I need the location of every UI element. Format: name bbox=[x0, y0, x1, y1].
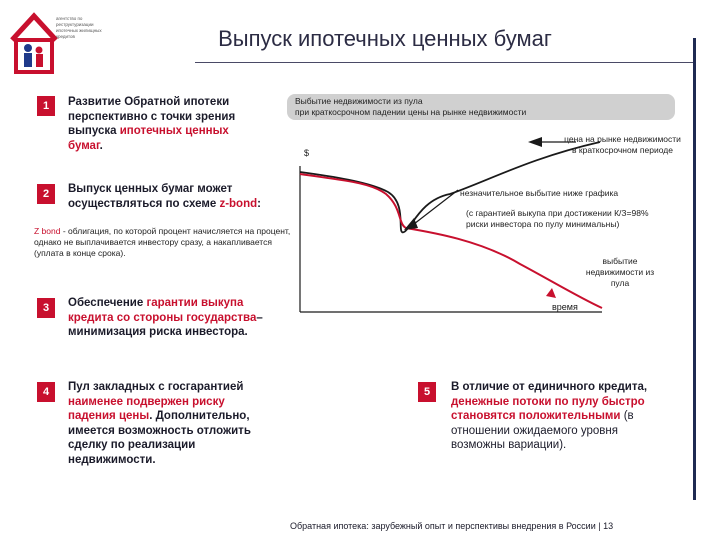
item-line bbox=[68, 424, 288, 439]
item-text-part: – bbox=[256, 311, 263, 324]
page-title: Выпуск ипотечных ценных бумаг bbox=[218, 26, 552, 51]
outflow-arrow-icon bbox=[546, 288, 556, 298]
item-text-part: . bbox=[99, 139, 103, 152]
item-2-text bbox=[68, 182, 298, 211]
item-text-part: выпуска bbox=[68, 125, 120, 137]
item-line bbox=[68, 395, 288, 410]
item-text-part: сделку по реализации bbox=[68, 439, 196, 451]
chart-banner bbox=[287, 94, 675, 120]
highlight-text: падения цены bbox=[68, 410, 150, 422]
price-label-line-1: цена на рынке недвижимости bbox=[564, 134, 681, 144]
item-line bbox=[68, 182, 298, 197]
item-line bbox=[68, 110, 288, 125]
highlight-text: ипотечных ценных bbox=[119, 125, 229, 137]
zbond-term: Z bond bbox=[34, 226, 61, 236]
item-3-number: 3 bbox=[37, 298, 55, 318]
item-line bbox=[68, 124, 288, 139]
zbond-text: - облигация, по которой процент начисляется на процент, однако не выплачивается инвестору сразу, а накапливается (уплата в конце срока). bbox=[34, 226, 291, 258]
item-line bbox=[68, 409, 288, 424]
item-text-part: (в bbox=[620, 410, 634, 422]
item-1-number: 1 bbox=[37, 96, 55, 116]
item-line bbox=[68, 311, 308, 326]
item-line bbox=[68, 453, 288, 468]
item-3-text bbox=[68, 296, 308, 340]
item-line bbox=[68, 380, 288, 395]
outflow-line-2: недвижимости из bbox=[585, 267, 655, 277]
item-text-part: Пул закладных с госгарантией bbox=[68, 381, 244, 393]
item-text-part: . Дополнительно, bbox=[149, 410, 250, 422]
item-1-text bbox=[68, 95, 288, 153]
item-text-part: В отличие от единичного кредита, bbox=[451, 381, 648, 393]
item-text-part: Выпуск ценных бумаг может bbox=[68, 183, 233, 195]
highlight-text: гарантии выкупа bbox=[146, 297, 244, 309]
item-line bbox=[451, 438, 686, 453]
item-5-number: 5 bbox=[418, 382, 436, 402]
footer-text: Обратная ипотека: зарубежный опыт и перспективы внедрения в России | 13 bbox=[290, 521, 614, 531]
item-4-text bbox=[68, 380, 288, 467]
banner-line-1: Выбытие недвижимости из пула bbox=[295, 96, 423, 106]
below-arrow-icon bbox=[404, 218, 418, 230]
item-line bbox=[451, 409, 686, 424]
item-line bbox=[68, 95, 288, 110]
title-divider bbox=[195, 62, 693, 63]
below-label: незначительное выбытие ниже графика bbox=[460, 188, 619, 198]
item-line bbox=[451, 380, 686, 395]
house-logo-icon bbox=[6, 4, 62, 76]
item-line bbox=[451, 424, 686, 439]
item-text-part: минимизация риска инвестора. bbox=[68, 326, 248, 338]
highlight-text: наименее подвержен риску bbox=[68, 395, 225, 408]
right-accent-bar bbox=[693, 38, 696, 500]
highlight-text: z-bond bbox=[219, 197, 258, 210]
item-line bbox=[68, 438, 288, 453]
highlight-text: денежные потоки по пулу быстро bbox=[451, 395, 645, 408]
item-2-number: 2 bbox=[37, 184, 55, 204]
y-axis-label: $ bbox=[304, 148, 310, 158]
price-label-line-2: в краткосрочном периоде bbox=[572, 145, 673, 155]
item-text-part: отношении ожидаемого уровня bbox=[451, 424, 618, 437]
item-line bbox=[68, 197, 298, 212]
guarantee-note bbox=[466, 208, 691, 230]
zbond-definition bbox=[34, 226, 296, 259]
outflow-line-1: выбытие bbox=[602, 256, 638, 266]
x-axis-label: время bbox=[552, 302, 578, 312]
highlight-text: бумаг bbox=[68, 139, 100, 152]
price-label bbox=[540, 134, 705, 156]
highlight-text: кредита со стороны государства bbox=[68, 311, 257, 324]
outflow-label bbox=[560, 256, 680, 289]
item-text-part: возможны вариации). bbox=[451, 439, 567, 451]
outflow-line-3: пула bbox=[610, 278, 630, 288]
item-text-part: перспективно с точки зрения bbox=[68, 110, 236, 123]
logo-text: агентство по реструктуризации ипотечных жилищных кредитов bbox=[56, 16, 102, 39]
banner-line-2: при краткосрочном падении цены на рынке недвижимости bbox=[295, 107, 527, 117]
below-arrow-line bbox=[414, 190, 458, 224]
item-line bbox=[68, 139, 288, 154]
highlight-text: становятся положительными bbox=[451, 410, 621, 422]
item-text-part: недвижимости. bbox=[68, 453, 156, 466]
item-text-part: Развитие Обратной ипотеки bbox=[68, 96, 230, 108]
item-text-part: осуществляться по схеме bbox=[68, 197, 220, 210]
guarantee-line-2: риски инвестора по пулу минимальны) bbox=[466, 219, 620, 229]
logo bbox=[6, 4, 116, 76]
item-text-part: : bbox=[257, 197, 261, 210]
item-5-text bbox=[451, 380, 686, 453]
item-line bbox=[68, 325, 308, 340]
item-text-part: Обеспечение bbox=[68, 297, 147, 309]
item-text-part: имеется возможность отложить bbox=[68, 424, 251, 437]
item-line bbox=[68, 296, 308, 311]
item-line bbox=[451, 395, 686, 410]
guarantee-line-1: (с гарантией выкупа при достижении К/З=98% bbox=[466, 208, 649, 218]
item-4-number: 4 bbox=[37, 382, 55, 402]
